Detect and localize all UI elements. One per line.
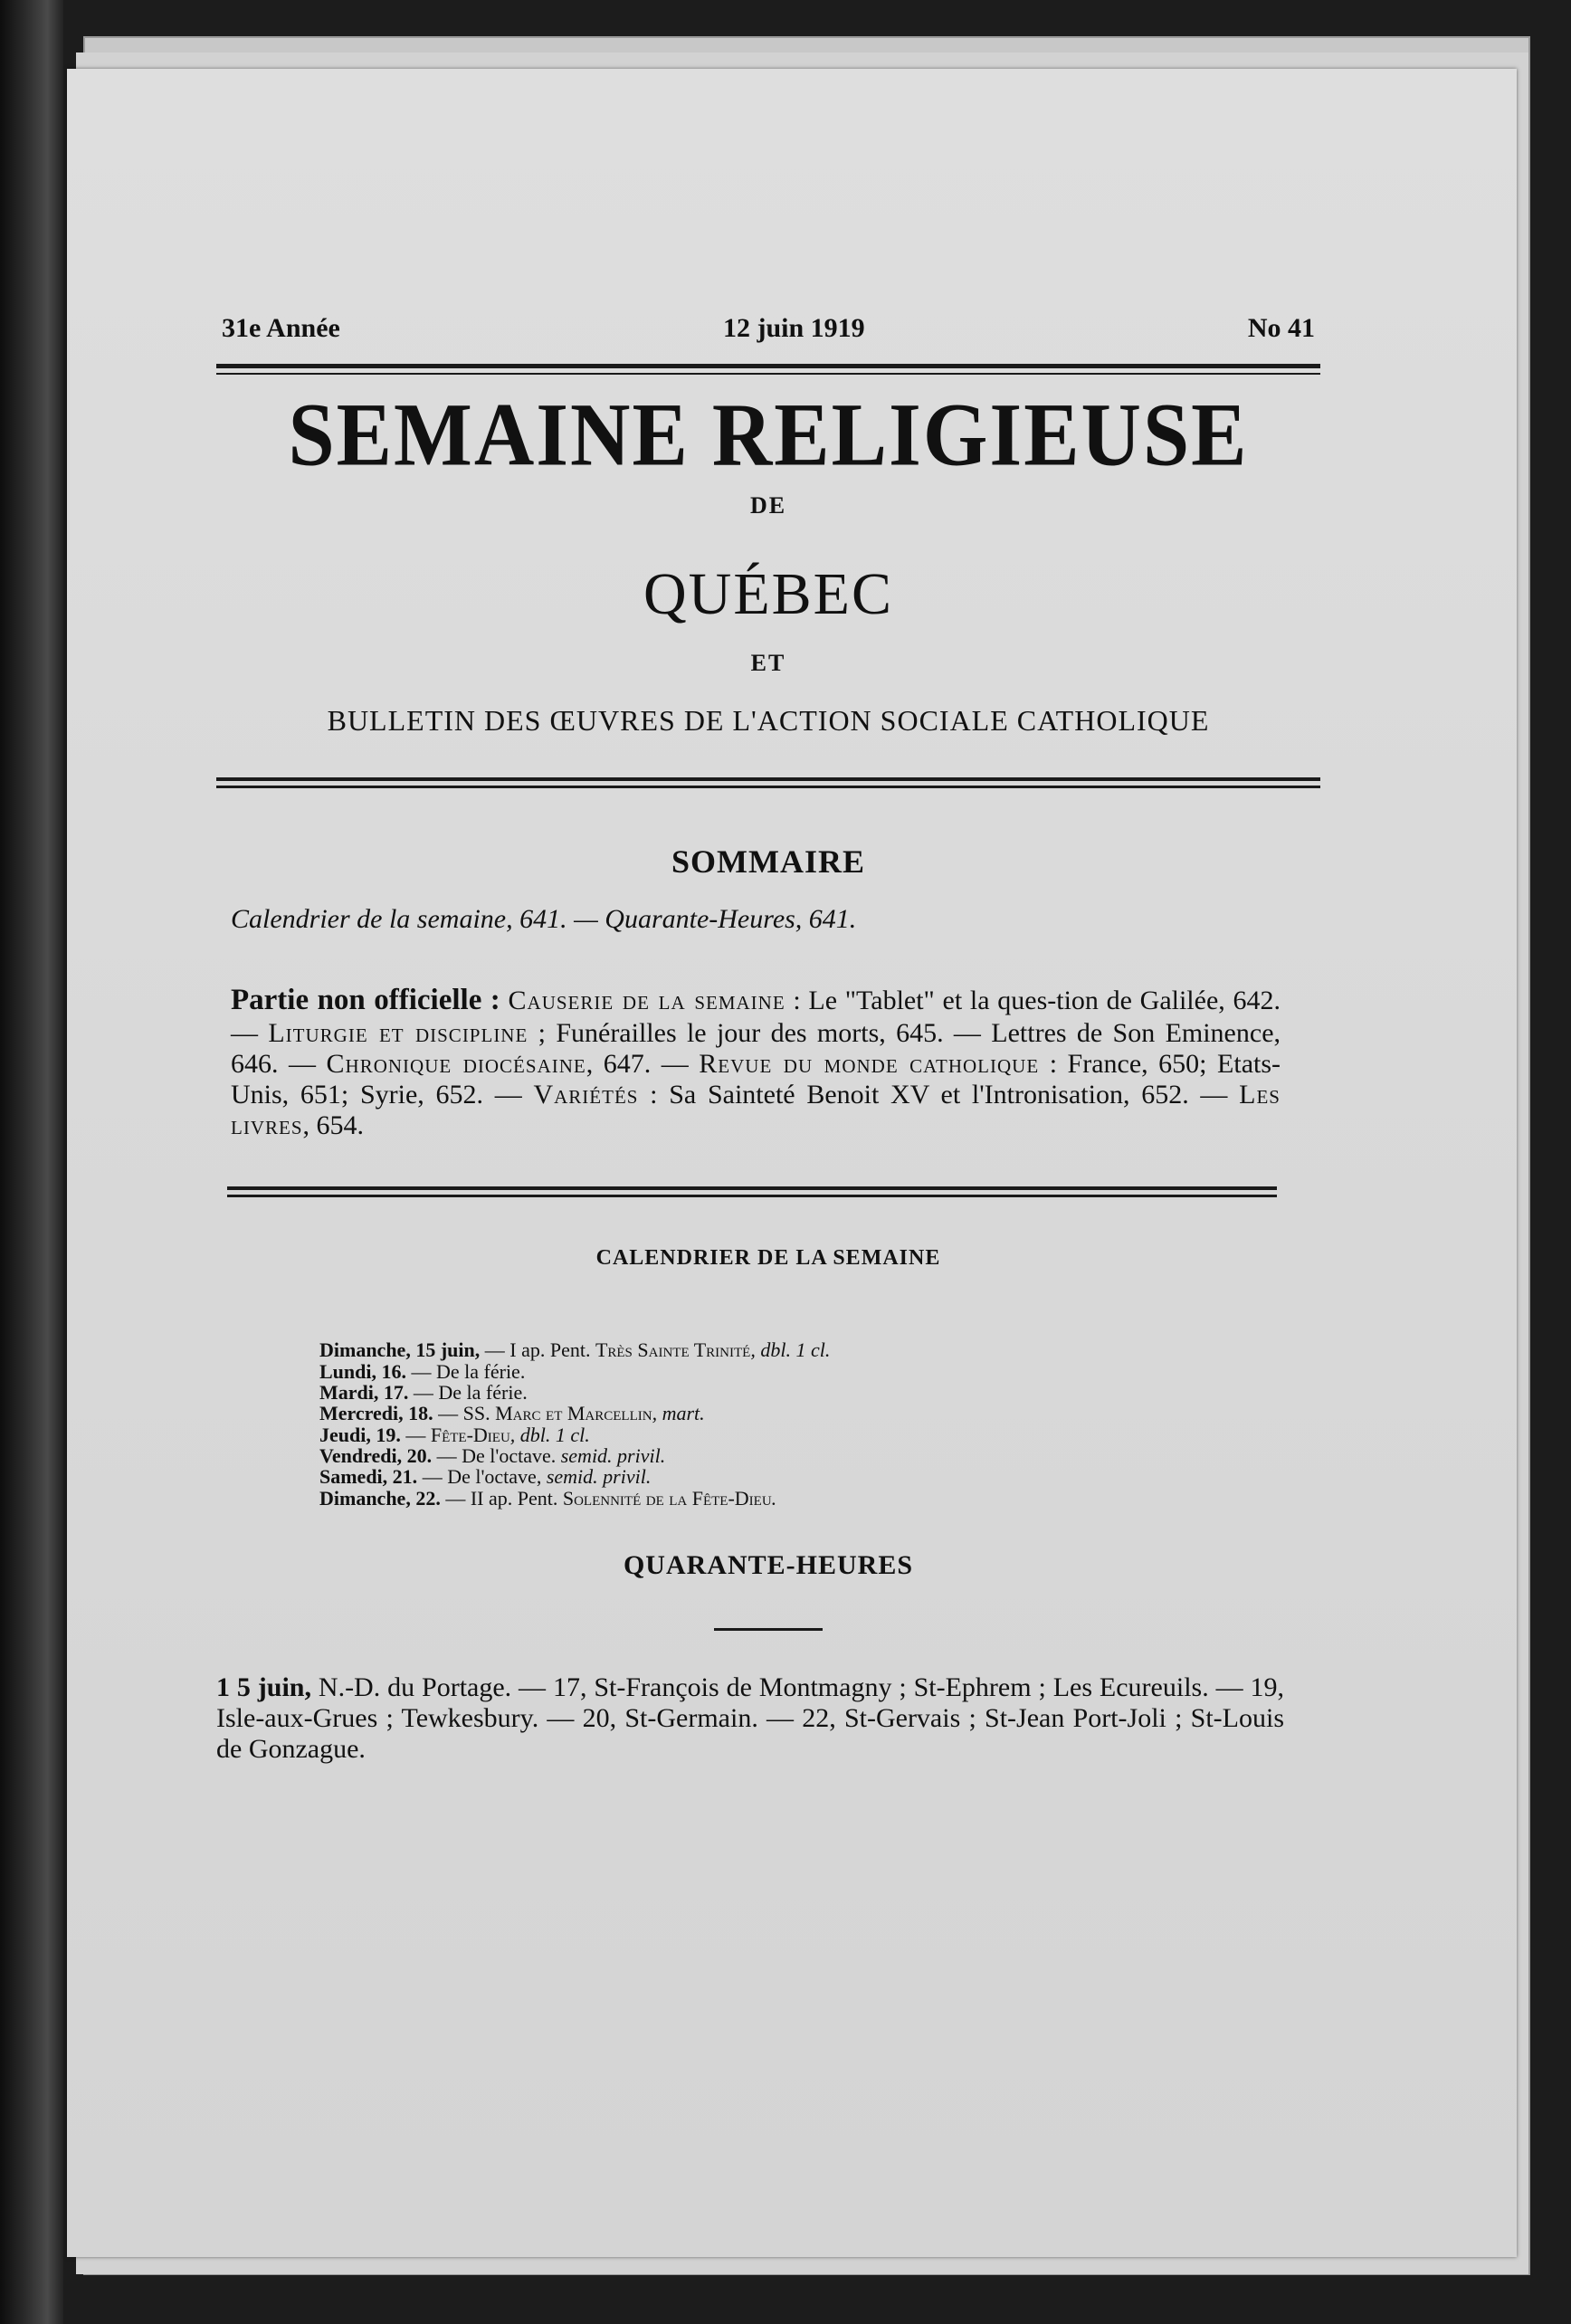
issue-header (216, 313, 1320, 344)
calendrier-text: — I ap. Pent. (480, 1338, 595, 1362)
calendrier-sc: Fête-Dieu (430, 1423, 510, 1446)
calendrier-sc: Marc et Marcellin (495, 1402, 652, 1425)
partie-segment (500, 986, 509, 1015)
calendrier-row (319, 1339, 1320, 1360)
calendrier-day: Jeudi, 19. (319, 1423, 401, 1446)
calendrier-day: Samedi, 21. (319, 1465, 418, 1489)
partie-segment: Chronique diocésaine (326, 1048, 586, 1079)
quarante-heures-lead: 1 5 juin, (216, 1672, 311, 1702)
partie-segment: : Le "Tablet" et la ques- (785, 986, 1057, 1015)
calendrier-row (319, 1361, 1320, 1382)
calendrier-day: Lundi, 16. (319, 1359, 406, 1383)
partie-segment: : Sa Sainteté Benoit XV et l'Intronisation, 652. — (638, 1079, 1240, 1110)
partie-segment: Liturgie et discipline (268, 1017, 528, 1048)
sommaire-partie-non-officielle (216, 984, 1281, 1141)
calendrier-text: — De la férie. (408, 1380, 528, 1404)
calendrier-row (319, 1488, 1320, 1509)
sommaire-heading: SOMMAIRE (671, 843, 865, 880)
partie-segment: ; Funérailles le jour des morts, 645. — Lettres de Son Eminence, 646. — (231, 1017, 1281, 1079)
calendrier-text: — De l'octave, (417, 1465, 547, 1489)
masthead-et: ET (750, 650, 786, 676)
issue-year: 31e Année (222, 313, 340, 343)
section-short-rule (714, 1628, 823, 1631)
calendrier-row (319, 1424, 1320, 1445)
calendrier-it: , dbl. 1 cl. (509, 1423, 590, 1446)
calendrier-it: semid. privil. (560, 1443, 666, 1467)
film-edge (0, 0, 63, 2324)
header-rule-thin (216, 373, 1320, 375)
partie-lead: Partie non officielle : (231, 984, 500, 1016)
issue-number: No 41 (1247, 313, 1315, 343)
partie-segment: , 647. — (586, 1048, 700, 1079)
calendrier-row (319, 1403, 1320, 1424)
quarante-heures-body: N.-D. du Portage. — 17, St-François de Montmagny ; St-Ephrem ; Les Ecureuils. — 19, Isle-aux-Grues ; Tewkesbury. — 20, St-Germain. — 22, St-Gervais ; St-Jean Port-Joli ; St-Louis de Gonzague. (216, 1672, 1284, 1765)
masthead-de: DE (749, 492, 787, 519)
partie-segment: Revue du monde catholique (699, 1048, 1040, 1079)
calendrier-sc: Solennité de la Fête-Dieu (562, 1486, 772, 1510)
partie-segment: : France, 650; Etats-Unis, 651; Syrie, 652. — (231, 1048, 1281, 1110)
partie-segment: Les livres (231, 1079, 1281, 1141)
calendrier-it: semid. privil. (546, 1465, 652, 1489)
header-rule (216, 364, 1320, 368)
calendrier-day: Vendredi, 20. (319, 1443, 433, 1467)
calendrier-it: . (771, 1486, 777, 1510)
calendrier-text: — De la férie. (406, 1359, 526, 1383)
calendrier-sc: Très Sainte Trinité (595, 1338, 751, 1362)
masthead-city: QUÉBEC (643, 561, 893, 627)
page-content (216, 313, 1320, 1765)
calendrier-text: — SS. (433, 1402, 496, 1425)
calendrier-row (319, 1445, 1320, 1466)
quarante-heures-text (216, 1672, 1284, 1766)
masthead-double-rule (216, 777, 1320, 788)
issue-date: 12 juin 1919 (722, 313, 865, 343)
calendrier-day: Mardi, 17. (319, 1380, 409, 1404)
partie-segment: , 654. (302, 1110, 364, 1141)
calendrier-text: — De l'octave. (432, 1443, 561, 1467)
calendrier-it: , dbl. 1 cl. (750, 1338, 831, 1362)
calendrier-day: Mercredi, 18. (319, 1402, 433, 1425)
partie-segment: Variétés (533, 1079, 639, 1110)
partie-segment: Causerie de la semaine (508, 986, 786, 1015)
calendrier-row (319, 1382, 1320, 1403)
calendrier-heading: CALENDRIER DE LA SEMAINE (595, 1246, 941, 1271)
masthead-title: SEMAINE RELIGIEUSE (288, 384, 1249, 485)
sommaire-double-rule (227, 1186, 1277, 1197)
page (67, 69, 1517, 2257)
calendrier-text: — (400, 1423, 431, 1446)
calendrier-day: Dimanche, 15 juin, (319, 1338, 481, 1362)
calendrier-day: Dimanche, 22. (319, 1486, 441, 1510)
calendrier-text: — II ap. Pent. (440, 1486, 563, 1510)
masthead-bulletin: BULLETIN DES ŒUVRES DE L'ACTION SOCIALE CATHOLIQUE (327, 704, 1210, 737)
calendrier-it: , mart. (652, 1402, 705, 1425)
calendrier-list (216, 1339, 1320, 1509)
partie-segment: tion de Galilée, 642. — (231, 986, 1281, 1048)
calendrier-row (319, 1466, 1320, 1487)
sommaire-line: Calendrier de la semaine, 641. — Quarante-Heures, 641. (231, 904, 857, 934)
quarante-heures-heading: QUARANTE-HEURES (623, 1549, 914, 1580)
